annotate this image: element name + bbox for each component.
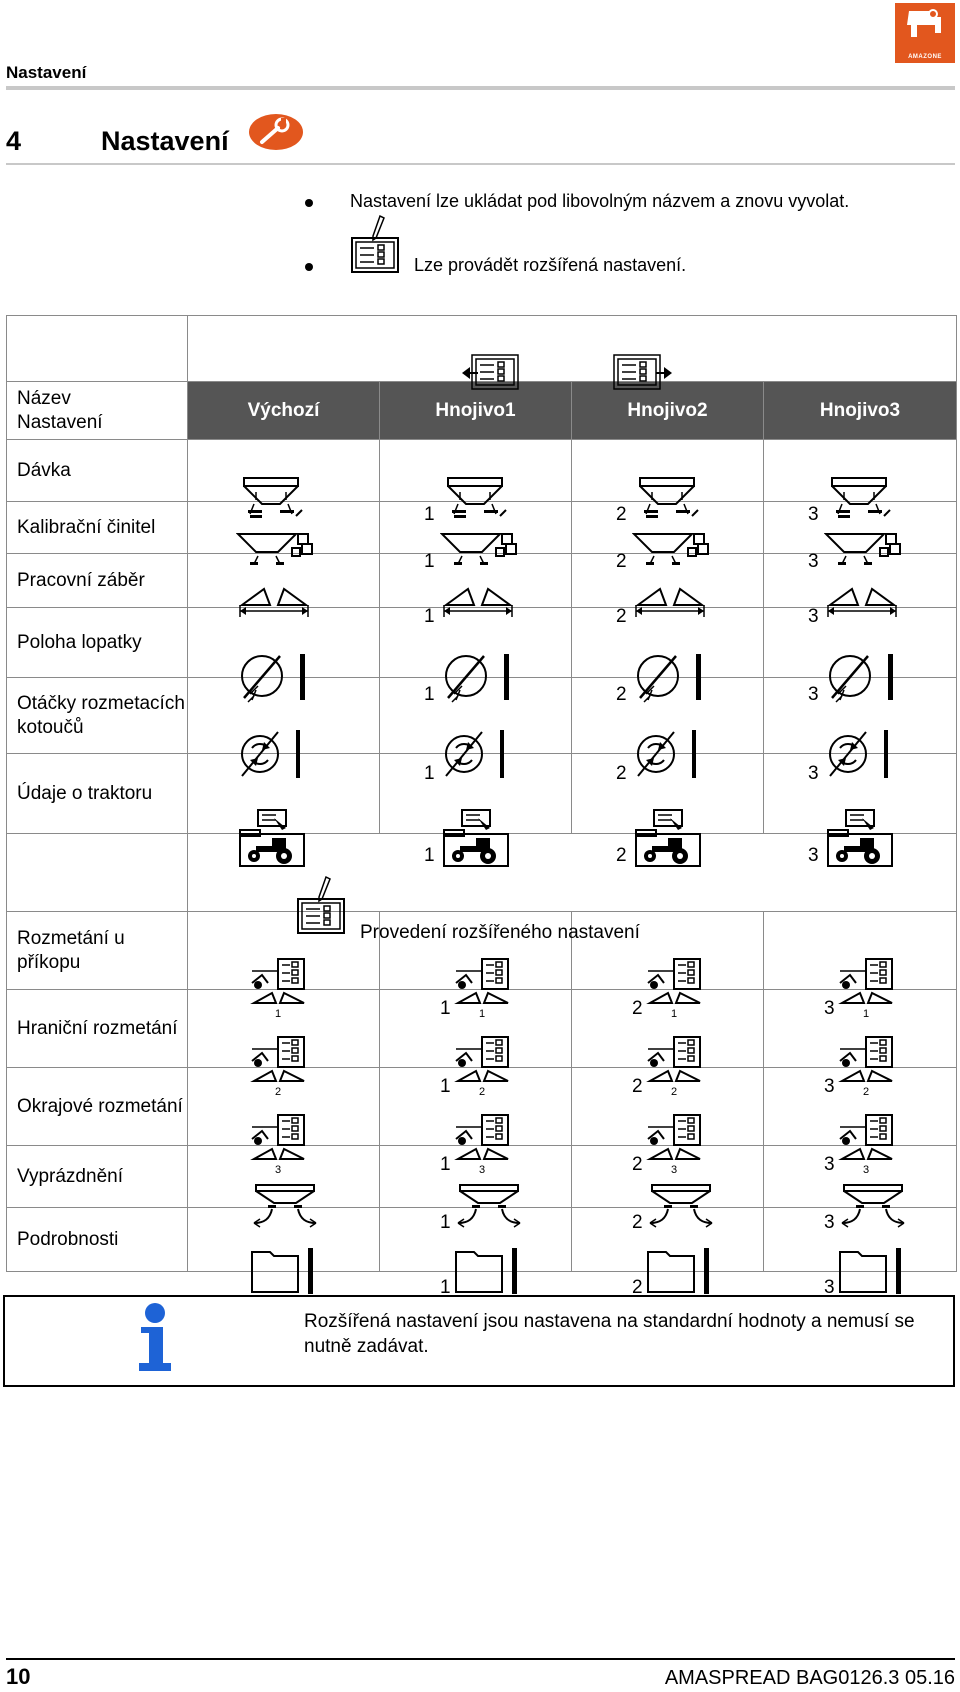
info-text: Rozšířená nastavení jsou nastavena na standardní hodnoty a nemusí se nutně zadávat.	[304, 1311, 915, 1357]
info-box	[3, 1295, 955, 1387]
bullet-text: Nastavení lze ukládat pod libovolným názvem a znovu vyvolat.	[350, 191, 850, 211]
spread-mode-icon[interactable]	[454, 1035, 512, 1104]
tractor-data-icon[interactable]	[824, 806, 896, 877]
spreader-rate-icon[interactable]	[632, 474, 702, 533]
spread-mode-icon[interactable]	[454, 957, 512, 1026]
row-label: Okrajové rozmetání	[7, 1068, 188, 1146]
preset-number: 2	[632, 1276, 643, 1298]
preset-number: 3	[808, 844, 819, 866]
vane-position-icon[interactable]	[632, 650, 712, 713]
spread-mode-icon[interactable]	[250, 1035, 308, 1104]
spreader-rate-icon[interactable]	[440, 474, 510, 533]
bullet-dot	[305, 199, 313, 207]
preset-number: 1	[440, 1075, 451, 1097]
extended-settings-icon[interactable]	[296, 875, 348, 937]
preset-number: 3	[824, 1276, 835, 1298]
bullet-text: Lze provádět rozšířená nastavení.	[414, 255, 687, 275]
setting-cell[interactable]	[764, 440, 957, 525]
setting-cell[interactable]	[572, 440, 764, 525]
spread-mode-icon[interactable]	[454, 1113, 512, 1182]
main-rows	[7, 440, 957, 866]
spread-mode-number: 2	[274, 1085, 282, 1097]
spreader-rate-icon[interactable]	[236, 474, 306, 533]
preset-number: 2	[616, 503, 627, 525]
preset-number: 3	[824, 997, 835, 1019]
details-icon[interactable]	[454, 1246, 520, 1303]
details-icon[interactable]	[250, 1246, 316, 1303]
row-label: Poloha lopatky	[7, 608, 188, 678]
preset-number: 2	[632, 1075, 643, 1097]
preset-number: 1	[424, 605, 435, 627]
section-number: 4	[6, 126, 22, 156]
settings-table	[6, 315, 957, 1298]
row-label: Údaje o traktoru	[7, 754, 188, 834]
setting-cell[interactable]	[764, 912, 957, 1019]
wrench-icon	[248, 112, 304, 152]
spread-mode-icon[interactable]	[646, 1113, 704, 1182]
row-label: Kalibrační činitel	[7, 502, 188, 554]
preset-number: 1	[424, 683, 435, 705]
preset-number: 2	[632, 997, 643, 1019]
setting-cell[interactable]	[188, 440, 380, 502]
calibration-factor-icon[interactable]	[440, 530, 522, 577]
working-width-icon[interactable]	[632, 583, 708, 626]
col-default[interactable]: Výchozí	[188, 382, 380, 440]
preset-number: 3	[808, 550, 819, 572]
header-rule	[6, 86, 955, 90]
row-label: Pracovní záběr	[7, 554, 188, 608]
row-label: Rozmetání u příkopu	[7, 912, 188, 990]
details-icon[interactable]	[646, 1246, 712, 1303]
row-label: Hraniční rozmetání	[7, 990, 188, 1068]
preset-number: 3	[808, 683, 819, 705]
spread-mode-number: 1	[670, 1007, 678, 1019]
tractor-data-icon[interactable]	[440, 806, 512, 877]
vane-position-icon[interactable]	[236, 650, 316, 713]
working-width-icon[interactable]	[236, 583, 312, 626]
preset-number: 2	[616, 762, 627, 784]
preset-number: 2	[616, 683, 627, 705]
spread-mode-number: 3	[478, 1163, 486, 1175]
preset-number: 1	[440, 997, 451, 1019]
tractor-data-icon[interactable]	[632, 806, 704, 877]
extended-label: Provedení rozšířeného nastavení	[360, 921, 640, 943]
col-fertilizer2[interactable]: Hnojivo2	[572, 382, 764, 440]
spread-mode-icon[interactable]	[250, 1113, 308, 1182]
save-settings-icon[interactable]	[612, 351, 674, 393]
preset-number: 2	[632, 1211, 643, 1233]
preset-number: 2	[616, 550, 627, 572]
preset-number: 3	[824, 1153, 835, 1175]
spread-mode-number: 3	[670, 1163, 678, 1175]
preset-number: 3	[808, 762, 819, 784]
preset-number: 2	[616, 605, 627, 627]
spread-mode-icon[interactable]	[646, 957, 704, 1026]
col-fertilizer1[interactable]: Hnojivo1	[380, 382, 572, 440]
disc-speed-icon[interactable]	[236, 726, 308, 789]
preset-number: 1	[440, 1153, 451, 1175]
spread-mode-number: 2	[478, 1085, 486, 1097]
calibration-factor-icon[interactable]	[632, 530, 714, 577]
emptying-icon[interactable]	[646, 1183, 716, 1238]
spreader-rate-icon[interactable]	[824, 474, 894, 533]
preset-number: 3	[808, 605, 819, 627]
vane-position-icon[interactable]	[824, 650, 904, 713]
disc-speed-icon[interactable]	[440, 726, 512, 789]
working-width-icon[interactable]	[440, 583, 516, 626]
spread-mode-icon[interactable]	[250, 957, 308, 1026]
footer-rule	[6, 1658, 955, 1660]
vane-position-icon[interactable]	[440, 650, 520, 713]
spread-mode-icon[interactable]	[838, 1113, 896, 1182]
spread-mode-number: 1	[274, 1007, 282, 1019]
tractor-data-icon[interactable]	[236, 806, 308, 877]
section-title: Nastavení	[101, 126, 229, 156]
spread-mode-icon[interactable]	[646, 1035, 704, 1104]
disc-speed-icon[interactable]	[632, 726, 704, 789]
preset-number: 3	[808, 503, 819, 525]
setting-cell[interactable]	[380, 440, 572, 525]
col-fertilizer3[interactable]: Hnojivo3	[764, 382, 957, 440]
spread-mode-number: 3	[274, 1163, 282, 1175]
title-rule	[6, 163, 955, 165]
running-title: Nastavení	[6, 63, 87, 82]
spread-mode-number: 1	[862, 1007, 870, 1019]
empty-cell	[7, 834, 188, 912]
preset-number: 1	[424, 844, 435, 866]
bullet-dot	[305, 263, 313, 271]
spread-mode-number: 1	[478, 1007, 486, 1019]
load-save-cell	[188, 316, 957, 382]
name-header: Název Nastavení	[7, 382, 188, 440]
info-icon	[135, 1303, 175, 1375]
load-settings-icon[interactable]	[460, 351, 522, 393]
emptying-icon[interactable]	[838, 1183, 908, 1238]
amazone-logo	[895, 3, 955, 63]
preset-number: 1	[424, 550, 435, 572]
row-label: Dávka	[7, 440, 188, 502]
spread-mode-number: 2	[862, 1085, 870, 1097]
preset-number: 2	[616, 844, 627, 866]
page-number: 10	[6, 1664, 31, 1689]
setting-cell[interactable]	[188, 912, 380, 1019]
row-label: Podrobnosti	[7, 1208, 188, 1272]
emptying-icon[interactable]	[250, 1183, 320, 1238]
empty-cell	[7, 316, 188, 382]
emptying-icon[interactable]	[454, 1183, 524, 1238]
preset-number: 1	[440, 1276, 451, 1298]
preset-number: 1	[424, 762, 435, 784]
working-width-icon[interactable]	[824, 583, 900, 626]
document-code: AMASPREAD BAG0126.3 05.16	[664, 1667, 955, 1689]
spread-mode-icon[interactable]	[838, 1035, 896, 1104]
row-label: Vyprázdnění	[7, 1146, 188, 1208]
preset-number: 1	[424, 503, 435, 525]
extended-rows	[7, 912, 957, 1175]
calibration-factor-icon[interactable]	[236, 530, 318, 577]
spread-mode-number: 3	[862, 1163, 870, 1175]
extended-settings-icon	[350, 214, 402, 276]
logo-mark-icon	[895, 3, 955, 51]
details-icon[interactable]	[838, 1246, 904, 1303]
spread-mode-number: 2	[670, 1085, 678, 1097]
logo-text: AMAZONE	[908, 54, 942, 60]
row-label: Otáčky rozmetacích kotoučů	[7, 678, 188, 754]
preset-number: 3	[824, 1211, 835, 1233]
preset-number: 3	[824, 1075, 835, 1097]
disc-speed-icon[interactable]	[824, 726, 896, 789]
preset-number: 2	[632, 1153, 643, 1175]
spread-mode-icon[interactable]	[838, 957, 896, 1026]
preset-number: 1	[440, 1211, 451, 1233]
settings-row	[7, 440, 957, 502]
calibration-factor-icon[interactable]	[824, 530, 906, 577]
